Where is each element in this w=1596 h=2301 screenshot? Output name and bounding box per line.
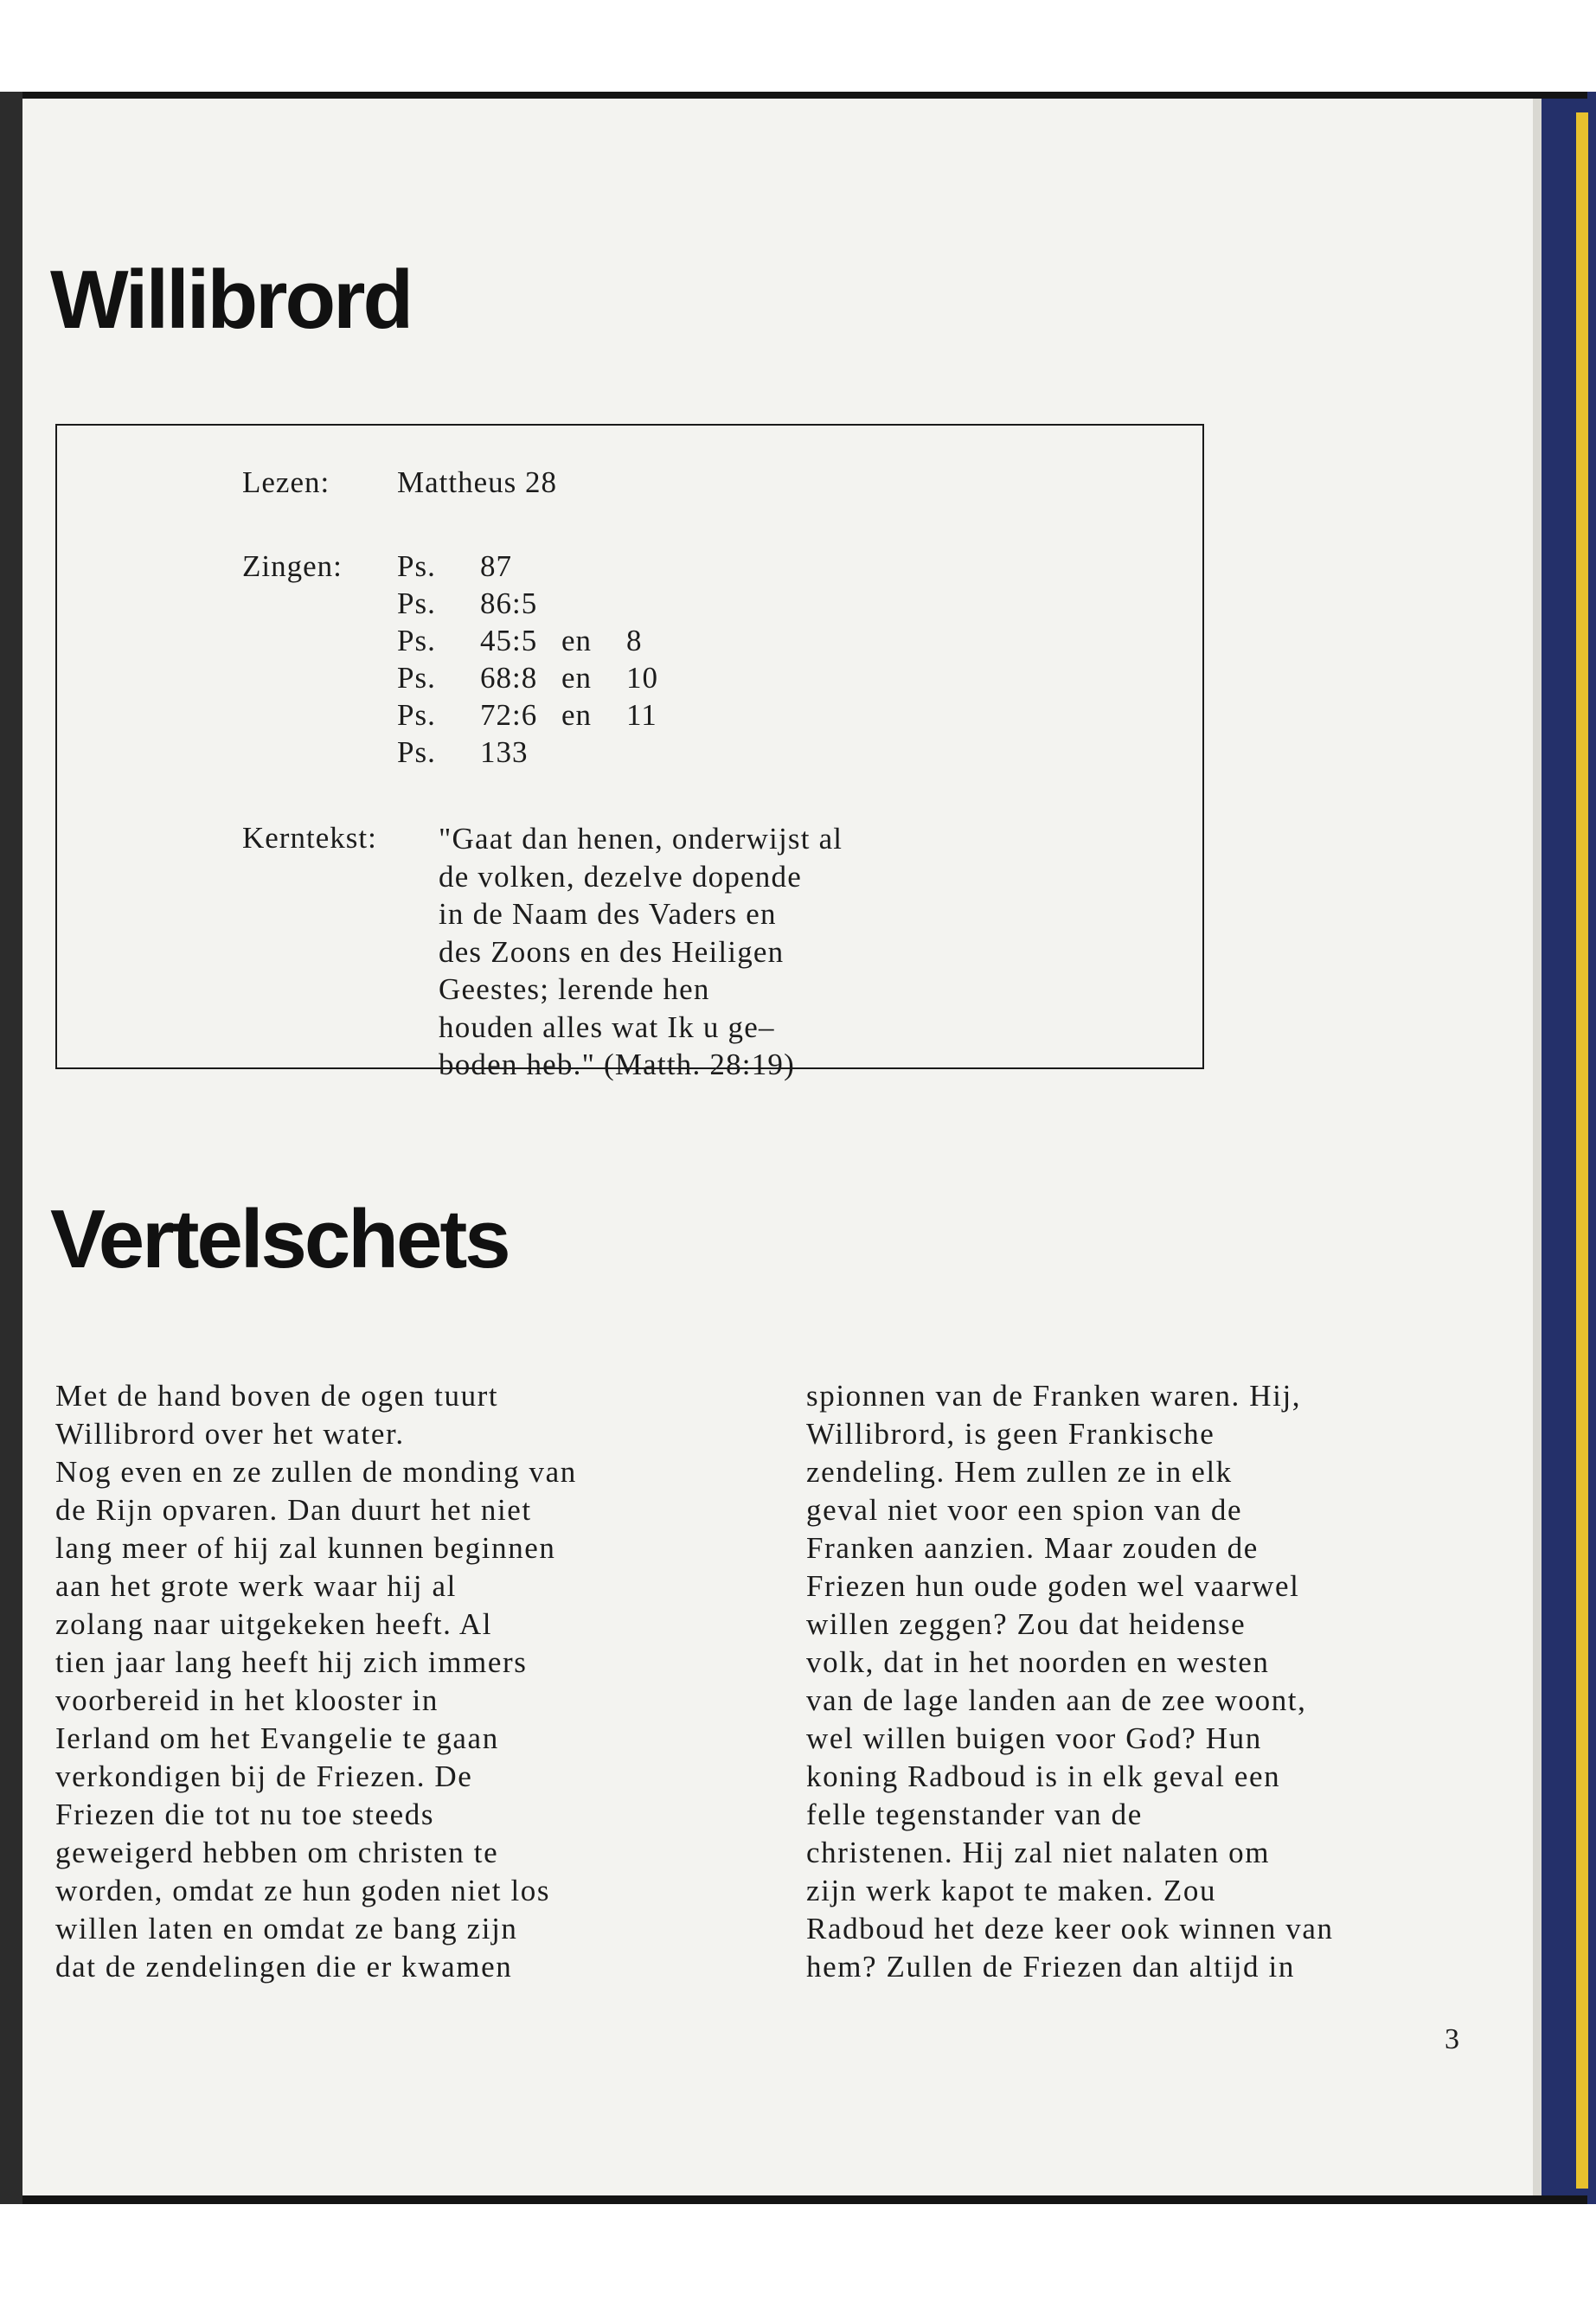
- story-line: Willibrord, is geen Frankische: [806, 1417, 1215, 1451]
- psalm-prefix: Ps.: [397, 624, 436, 657]
- story-line: Willibrord over het water.: [55, 1417, 405, 1451]
- section-title: Vertelschets: [50, 1193, 509, 1285]
- kerntekst-line: houden alles wat Ik u ge–: [439, 1009, 775, 1044]
- psalm-number: 72:6: [480, 698, 538, 732]
- story-line: christenen. Hij zal niet nalaten om: [806, 1836, 1271, 1869]
- story-line: zendeling. Hem zullen ze in elk: [806, 1455, 1233, 1489]
- kerntekst-line: de volken, dezelve dopende: [439, 859, 802, 894]
- story-column-left: [55, 1377, 747, 1986]
- psalm-conjunction: en: [561, 698, 593, 732]
- psalm-prefix: Ps.: [397, 735, 436, 769]
- story-column-right: [806, 1377, 1498, 1986]
- psalm-extra-verse: 8: [626, 624, 643, 657]
- story-line: de Rijn opvaren. Dan duurt het niet: [55, 1493, 532, 1527]
- psalm-prefix: Ps.: [397, 586, 436, 620]
- psalm-prefix: Ps.: [397, 661, 436, 695]
- kerntekst-line: Geestes; lerende hen: [439, 972, 710, 1006]
- psalm-number: 133: [480, 735, 529, 769]
- story-line: tien jaar lang heeft hij zich immers: [55, 1645, 528, 1679]
- psalm-prefix: Ps.: [397, 549, 436, 583]
- story-line: voorbereid in het klooster in: [55, 1683, 439, 1717]
- readings-box: [55, 424, 1204, 1081]
- page-number: 3: [1445, 2023, 1459, 2055]
- kerntekst-line: in de Naam des Vaders en: [439, 897, 777, 931]
- psalm-extra-verse: 10: [626, 661, 658, 695]
- page-edge: [1533, 99, 1542, 2195]
- psalm-conjunction: en: [561, 624, 593, 657]
- story-line: Franken aanzien. Maar zouden de: [806, 1531, 1259, 1565]
- story-line: Friezen die tot nu toe steeds: [55, 1798, 435, 1831]
- story-line: wel willen buigen voor God? Hun: [806, 1721, 1262, 1755]
- story-line: hem? Zullen de Friezen dan altijd in: [806, 1950, 1295, 1984]
- story-line: koning Radboud is in elk geval een: [806, 1759, 1281, 1793]
- scan-background-top: [0, 0, 1596, 97]
- psalm-number: 45:5: [480, 624, 538, 657]
- story-line: willen laten en omdat ze bang zijn: [55, 1912, 518, 1945]
- story-line: Radboud het deze keer ook winnen van: [806, 1912, 1334, 1945]
- story-line: Ierland om het Evangelie te gaan: [55, 1721, 499, 1755]
- lezen-value: Mattheus 28: [397, 465, 558, 499]
- book-binding: [0, 92, 22, 2204]
- kerntekst-line: "Gaat dan henen, onderwijst al: [439, 822, 843, 856]
- psalm-number: 68:8: [480, 661, 538, 695]
- psalm-number: 87: [480, 549, 512, 583]
- story-line: aan het grote werk waar hij al: [55, 1569, 457, 1603]
- kerntekst-line: boden heb." (Matth. 28:19): [439, 1048, 795, 1081]
- story-line: spionnen van de Franken waren. Hij,: [806, 1379, 1302, 1413]
- story-line: verkondigen bij de Friezen. De: [55, 1759, 473, 1793]
- story-line: van de lage landen aan de zee woont,: [806, 1683, 1307, 1717]
- psalm-extra-verse: 11: [626, 698, 657, 732]
- psalm-prefix: Ps.: [397, 698, 436, 732]
- story-line: Nog even en ze zullen de monding van: [55, 1455, 577, 1489]
- story-line: zijn werk kapot te maken. Zou: [806, 1874, 1217, 1907]
- story-line: willen zeggen? Zou dat heidense: [806, 1607, 1247, 1641]
- story-line: lang meer of hij zal kunnen beginnen: [55, 1531, 556, 1565]
- book-cover-yellow-edge: [1576, 112, 1588, 2189]
- zingen-label: Zingen:: [242, 549, 343, 583]
- book-top-edge: [0, 92, 1587, 99]
- kerntekst-line: des Zoons en des Heiligen: [439, 934, 785, 969]
- story-line: volk, dat in het noorden en westen: [806, 1645, 1270, 1679]
- story-line: felle tegenstander van de: [806, 1798, 1143, 1831]
- psalm-number: 86:5: [480, 586, 538, 620]
- psalm-conjunction: en: [561, 661, 593, 695]
- book-bottom-edge: [0, 2195, 1587, 2204]
- lezen-label: Lezen:: [242, 465, 330, 499]
- story-line: dat de zendelingen die er kwamen: [55, 1950, 513, 1984]
- kerntekst-label: Kerntekst:: [242, 821, 377, 855]
- story-line: worden, omdat ze hun goden niet los: [55, 1874, 551, 1907]
- kerntekst-quote: [439, 820, 843, 1084]
- story-line: geval niet voor een spion van de: [806, 1493, 1243, 1527]
- story-line: Met de hand boven de ogen tuurt: [55, 1379, 499, 1413]
- story-line: geweigerd hebben om christen te: [55, 1836, 499, 1869]
- page-title: Willibrord: [50, 253, 412, 346]
- story-line: Friezen hun oude goden wel vaarwel: [806, 1569, 1300, 1603]
- story-line: zolang naar uitgekeken heeft. Al: [55, 1607, 493, 1641]
- scan-background-bottom: [0, 2204, 1596, 2301]
